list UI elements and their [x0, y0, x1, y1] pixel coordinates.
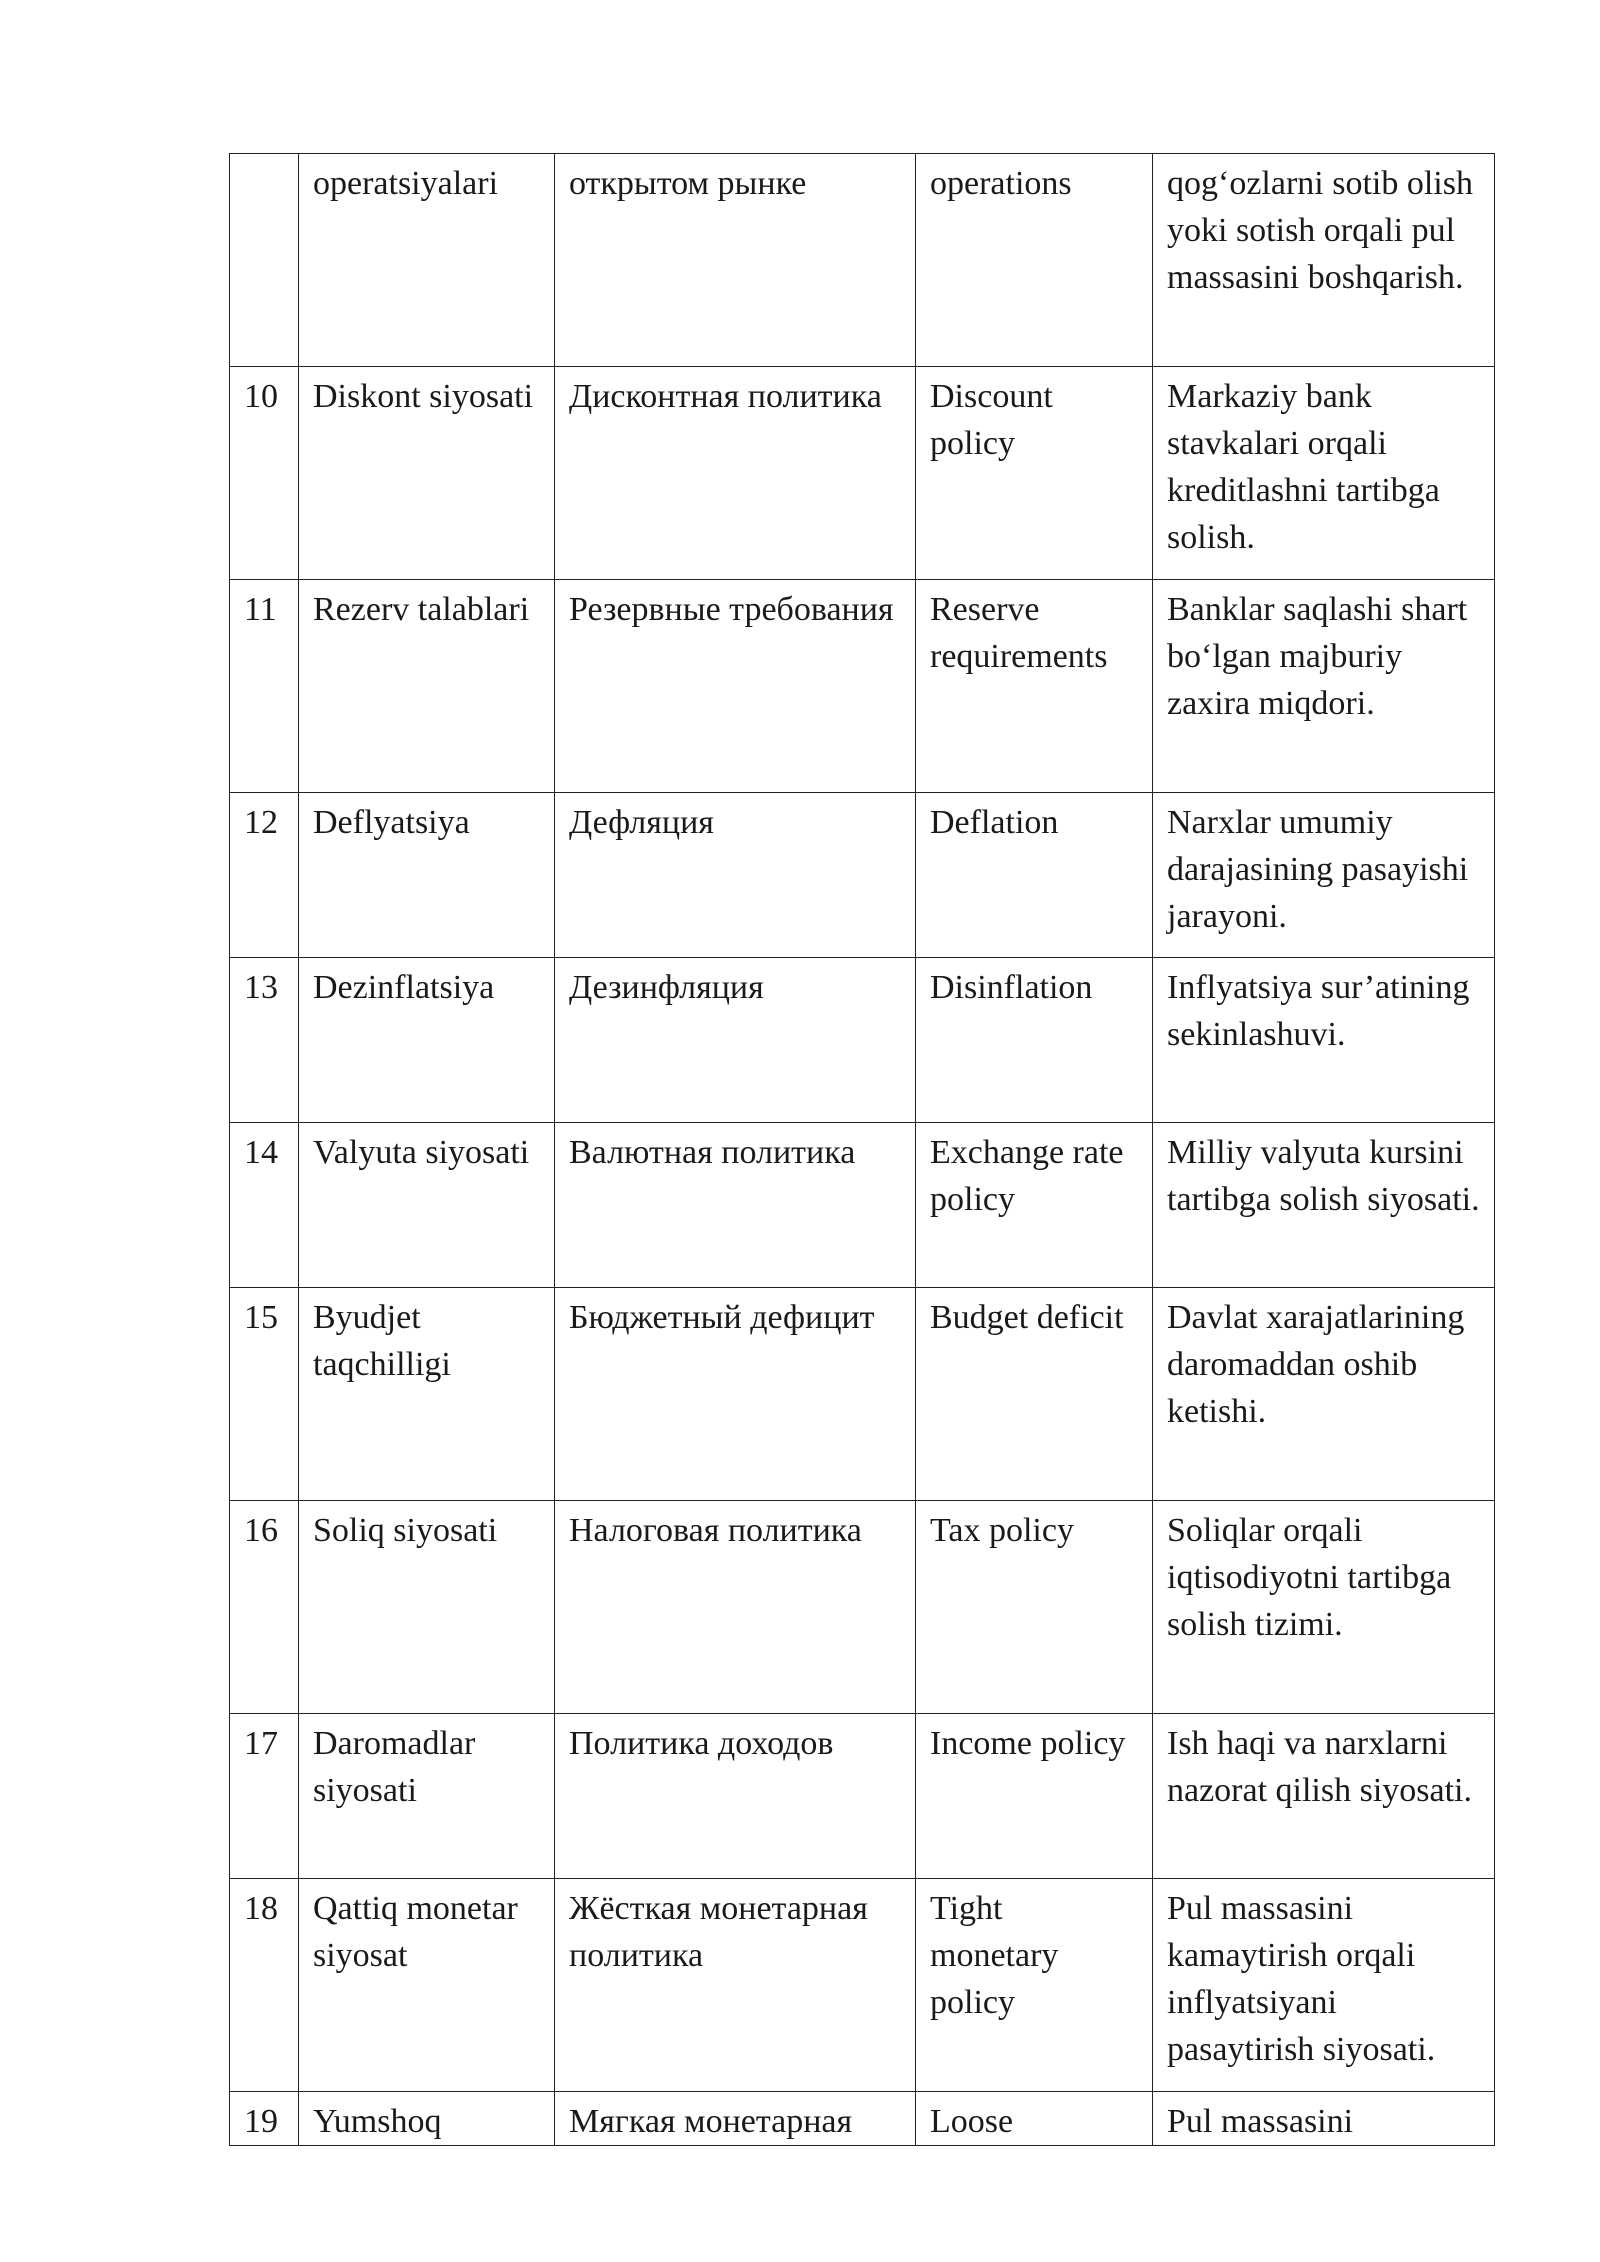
term-definition: Inflyatsiya sur’atining sekinlashuvi.: [1153, 958, 1495, 1123]
term-uzbek: Diskont siyosati: [299, 367, 555, 580]
table-row: [230, 2092, 1495, 2146]
row-number: 11: [230, 580, 299, 793]
term-definition: Milliy valyuta kursini tartibga solish siyosati.: [1153, 1123, 1495, 1288]
term-russian: Дисконтная политика: [555, 367, 916, 580]
term-uzbek: Byudjet taqchilligi: [299, 1288, 555, 1501]
term-uzbek: Daromadlar siyosati: [299, 1714, 555, 1879]
glossary-table: [229, 153, 1495, 2146]
term-definition: Narxlar umumiy darajasining pasayishi jarayoni.: [1153, 793, 1495, 958]
term-english: Deflation: [916, 793, 1153, 958]
term-definition: Markaziy bank stavkalari orqali kreditlashni tartibga solish.: [1153, 367, 1495, 580]
row-number: [230, 154, 299, 367]
term-definition: Pul massasini kamaytirish orqali inflyatsiyani pasaytirish siyosati.: [1153, 1879, 1495, 2092]
row-number: 14: [230, 1123, 299, 1288]
term-russian: Дефляция: [555, 793, 916, 958]
term-uzbek: Deflyatsiya: [299, 793, 555, 958]
row-number: 13: [230, 958, 299, 1123]
row-number: 18: [230, 1879, 299, 2092]
term-english: Budget deficit: [916, 1288, 1153, 1501]
table-row: [230, 1714, 1495, 1879]
row-number: 16: [230, 1501, 299, 1714]
term-definition: Davlat xarajatlarining daromaddan oshib ketishi.: [1153, 1288, 1495, 1501]
term-english: Income policy: [916, 1714, 1153, 1879]
row-number: 12: [230, 793, 299, 958]
term-definition: qog‘ozlarni sotib olish yoki sotish orqali pul massasini boshqarish.: [1153, 154, 1495, 367]
table-row: [230, 154, 1495, 367]
term-russian: Резервные требования: [555, 580, 916, 793]
term-uzbek: Soliq siyosati: [299, 1501, 555, 1714]
term-english: Disinflation: [916, 958, 1153, 1123]
term-uzbek: Qattiq monetar siyosat: [299, 1879, 555, 2092]
table-row: [230, 367, 1495, 580]
term-russian: открытом рынке: [555, 154, 916, 367]
table-row: [230, 1501, 1495, 1714]
term-english: Exchange rate policy: [916, 1123, 1153, 1288]
term-russian: Дезинфляция: [555, 958, 916, 1123]
term-english: Discount policy: [916, 367, 1153, 580]
term-english: Loose: [916, 2092, 1153, 2146]
table-row: [230, 958, 1495, 1123]
table-row: [230, 580, 1495, 793]
row-number: 10: [230, 367, 299, 580]
term-uzbek: Rezerv talablari: [299, 580, 555, 793]
term-english: Tight monetary policy: [916, 1879, 1153, 2092]
term-definition: Pul massasini: [1153, 2092, 1495, 2146]
row-number: 15: [230, 1288, 299, 1501]
row-number: 17: [230, 1714, 299, 1879]
term-english: Reserve requirements: [916, 580, 1153, 793]
table-row: [230, 1288, 1495, 1501]
term-definition: Ish haqi va narxlarni nazorat qilish siyosati.: [1153, 1714, 1495, 1879]
term-uzbek: Yumshoq: [299, 2092, 555, 2146]
term-uzbek: operatsiyalari: [299, 154, 555, 367]
term-russian: Налоговая политика: [555, 1501, 916, 1714]
term-russian: Политика доходов: [555, 1714, 916, 1879]
table-row: [230, 1879, 1495, 2092]
term-definition: Banklar saqlashi shart bo‘lgan majburiy zaxira miqdori.: [1153, 580, 1495, 793]
term-russian: Бюджетный дефицит: [555, 1288, 916, 1501]
term-uzbek: Valyuta siyosati: [299, 1123, 555, 1288]
term-english: Tax policy: [916, 1501, 1153, 1714]
term-english: operations: [916, 154, 1153, 367]
term-russian: Мягкая монетарная: [555, 2092, 916, 2146]
term-russian: Валютная политика: [555, 1123, 916, 1288]
term-uzbek: Dezinflatsiya: [299, 958, 555, 1123]
term-definition: Soliqlar orqali iqtisodiyotni tartibga solish tizimi.: [1153, 1501, 1495, 1714]
table-row: [230, 793, 1495, 958]
term-russian: Жёсткая монетарная политика: [555, 1879, 916, 2092]
table-row: [230, 1123, 1495, 1288]
row-number: 19: [230, 2092, 299, 2146]
